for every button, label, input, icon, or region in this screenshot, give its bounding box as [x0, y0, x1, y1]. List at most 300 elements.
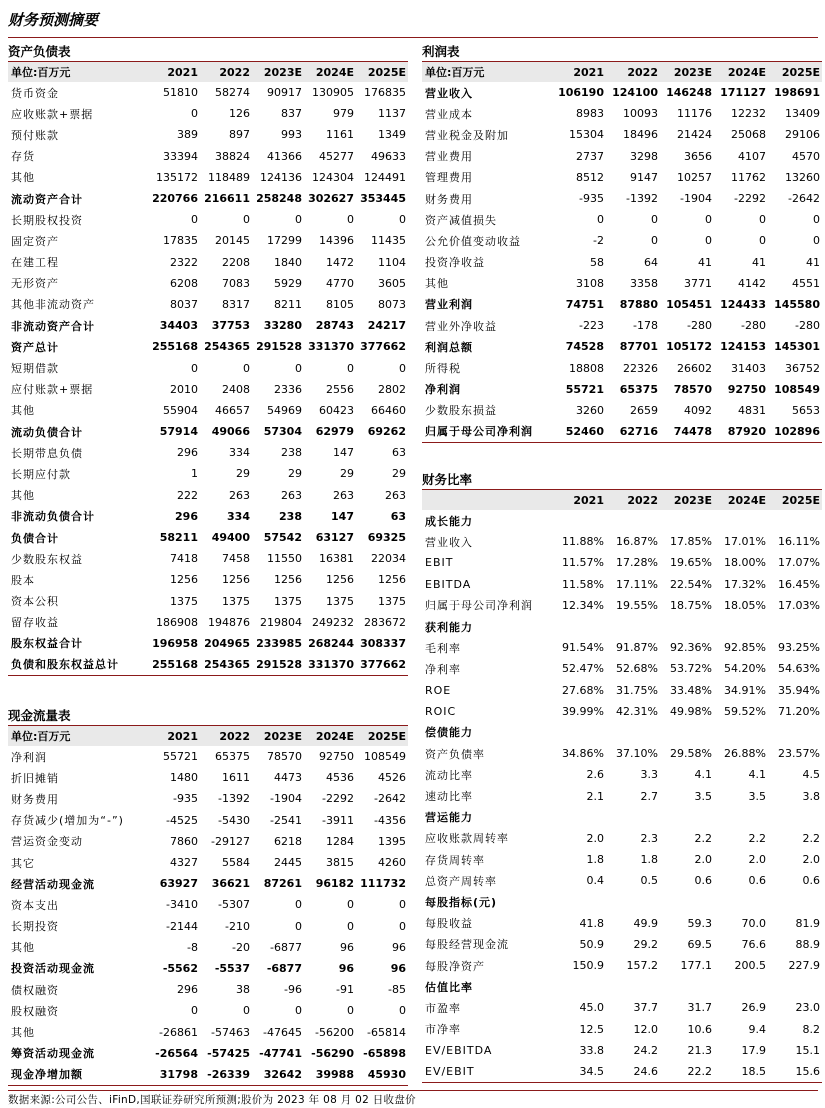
- cell-value: 1104: [378, 255, 406, 269]
- cell-value: 45930: [367, 1067, 406, 1081]
- row-label: 负债和股东权益总计: [11, 658, 119, 672]
- table-row: [8, 294, 408, 315]
- income-statement-title: 利润表: [422, 42, 822, 62]
- cell-value: 296: [177, 446, 198, 460]
- cell-value: 8.2: [802, 1022, 820, 1036]
- cell-value: 9.4: [748, 1022, 766, 1036]
- cell-value: 18.05%: [724, 598, 766, 612]
- cash-flow-title: 现金流量表: [8, 706, 408, 726]
- cell-value: [714, 807, 768, 828]
- cell-value: 60423: [319, 403, 354, 417]
- cell-value: 22.54%: [670, 577, 712, 591]
- table-row: [422, 870, 822, 891]
- cell-value: 91.54%: [562, 641, 604, 655]
- row-label: EV/EBIT: [425, 1064, 475, 1078]
- cell-value: 7083: [222, 276, 250, 290]
- cell-value: [552, 616, 606, 637]
- cell-value: [606, 976, 660, 997]
- cell-value: -4525: [166, 813, 198, 827]
- table-row: [422, 252, 822, 273]
- row-label: 管理费用: [425, 171, 473, 185]
- cell-value: 0: [759, 234, 766, 248]
- row-label: 其他: [11, 489, 35, 503]
- cell-value: 14396: [319, 234, 354, 248]
- cell-value: 0.6: [748, 874, 766, 888]
- cell-value: 4.1: [694, 768, 712, 782]
- row-label: 营业税金及附加: [425, 128, 509, 142]
- row-label: 公允价值变动收益: [425, 234, 521, 248]
- cell-value: [606, 616, 660, 637]
- cell-value: 91.87%: [616, 641, 658, 655]
- column-header-year: 2023E: [263, 65, 302, 79]
- cell-value: 331370: [308, 340, 354, 354]
- row-label: 偿债能力: [425, 726, 473, 740]
- cell-value: 4092: [684, 403, 712, 417]
- cell-value: 12.5: [579, 1022, 604, 1036]
- cell-value: 200.5: [734, 959, 766, 973]
- row-label: 存货: [11, 150, 35, 164]
- cell-value: 147: [333, 446, 354, 460]
- cell-value: 19.65%: [670, 556, 712, 570]
- cell-value: 93.25%: [778, 641, 820, 655]
- balance-sheet-title: 资产负债表: [8, 42, 408, 62]
- table-row: [422, 167, 822, 188]
- cell-value: 3771: [684, 276, 712, 290]
- cell-value: 249232: [312, 615, 354, 629]
- table-row: [8, 831, 408, 852]
- cell-value: 1: [191, 467, 198, 481]
- cell-value: 979: [333, 107, 354, 121]
- cell-value: 4536: [326, 771, 354, 785]
- cell-value: -4356: [374, 813, 406, 827]
- cell-value: 13409: [785, 107, 820, 121]
- table-row: [8, 810, 408, 831]
- cell-value: 2.1: [586, 789, 604, 803]
- cell-value: 69325: [367, 531, 406, 545]
- table-row: [422, 595, 822, 616]
- table-row: [8, 767, 408, 788]
- row-label: 固定资产: [11, 234, 59, 248]
- row-label: 营业费用: [425, 150, 473, 164]
- cell-value: [768, 510, 822, 531]
- cell-value: 216611: [204, 192, 250, 206]
- cell-value: 21424: [677, 128, 712, 142]
- cash-flow-panel: [8, 706, 408, 1086]
- cell-value: 0: [295, 361, 302, 375]
- cell-value: 233985: [256, 636, 302, 650]
- cell-value: 38: [236, 983, 250, 997]
- cell-value: 254365: [204, 340, 250, 354]
- table-row: [422, 146, 822, 167]
- cell-value: 18.00%: [724, 556, 766, 570]
- cell-value: 17.9: [741, 1043, 766, 1057]
- cell-value: 3.5: [748, 789, 766, 803]
- table-row: [8, 746, 408, 767]
- table-row: [422, 785, 822, 806]
- cell-value: 1137: [378, 107, 406, 121]
- table-row: [8, 336, 408, 357]
- row-label: 归属于母公司净利润: [425, 425, 533, 439]
- cell-value: 2737: [576, 149, 604, 163]
- cell-value: 92.36%: [670, 641, 712, 655]
- cell-value: 5584: [222, 856, 250, 870]
- cell-value: 124136: [260, 170, 302, 184]
- cell-value: 171127: [720, 86, 766, 100]
- cell-value: 1840: [274, 255, 302, 269]
- cell-value: 24.6: [633, 1064, 658, 1078]
- cell-value: 8983: [576, 107, 604, 121]
- table-header-row: [8, 62, 408, 82]
- table-row: [422, 637, 822, 658]
- cell-value: 897: [229, 128, 250, 142]
- cell-value: 8073: [378, 297, 406, 311]
- cell-value: 126: [229, 107, 250, 121]
- cell-value: 7860: [170, 834, 198, 848]
- column-header-year: 2023E: [263, 729, 302, 743]
- cell-value: 2.0: [694, 853, 712, 867]
- column-header-year: 2021: [573, 493, 604, 507]
- table-row: [8, 252, 408, 273]
- table-row: [422, 336, 822, 357]
- table-row: [8, 103, 408, 124]
- table-row: [422, 357, 822, 378]
- cell-value: 18.75%: [670, 598, 712, 612]
- cell-value: [660, 616, 714, 637]
- cell-value: 0: [191, 361, 198, 375]
- row-label: ROE: [425, 683, 452, 697]
- row-label: 长期带息负债: [11, 446, 83, 460]
- cell-value: 27.68%: [562, 683, 604, 697]
- cell-value: -29127: [211, 834, 250, 848]
- row-label: 资产减值损失: [425, 213, 497, 227]
- cell-value: 41: [698, 255, 712, 269]
- row-label: 净利润: [11, 750, 47, 764]
- table-row: [422, 230, 822, 251]
- cell-value: 96182: [315, 877, 354, 891]
- cell-value: -91: [336, 983, 354, 997]
- cell-value: 4551: [792, 276, 820, 290]
- table-row: [8, 421, 408, 442]
- cell-value: [552, 722, 606, 743]
- table-header-row: [422, 490, 822, 510]
- cell-value: 11.57%: [562, 556, 604, 570]
- cell-value: 0: [399, 1004, 406, 1018]
- cell-value: 1256: [326, 573, 354, 587]
- row-label: 货币资金: [11, 86, 59, 100]
- cell-value: 33.48%: [670, 683, 712, 697]
- income-statement-panel: [422, 42, 822, 443]
- row-label: 折旧摊销: [11, 771, 59, 785]
- cell-value: 283672: [364, 615, 406, 629]
- cell-value: 2208: [222, 255, 250, 269]
- cell-value: 124433: [720, 297, 766, 311]
- table-row: [422, 574, 822, 595]
- cell-value: [768, 807, 822, 828]
- cell-value: 255168: [152, 340, 198, 354]
- row-label: 财务费用: [425, 192, 473, 206]
- row-label: 股本: [11, 573, 35, 587]
- cell-value: 263: [281, 488, 302, 502]
- cell-value: 135172: [156, 170, 198, 184]
- table-row: [422, 1040, 822, 1061]
- cell-value: 0: [705, 213, 712, 227]
- cell-value: 3260: [576, 403, 604, 417]
- cell-value: 291528: [256, 657, 302, 671]
- cell-value: -26861: [159, 1025, 198, 1039]
- cell-value: 74528: [565, 340, 604, 354]
- cell-value: -280: [795, 319, 820, 333]
- table-row: [8, 506, 408, 527]
- cell-value: 3.3: [640, 768, 658, 782]
- table-row: [8, 633, 408, 654]
- cell-value: 5653: [792, 403, 820, 417]
- table-row: [8, 188, 408, 209]
- cell-value: 10.6: [687, 1022, 712, 1036]
- cell-value: 993: [281, 128, 302, 142]
- cell-value: 22.2: [687, 1064, 712, 1078]
- column-header-year: 2025E: [781, 493, 820, 507]
- cell-value: [606, 891, 660, 912]
- cell-value: 5929: [274, 276, 302, 290]
- cell-value: 0: [347, 361, 354, 375]
- cell-value: 124100: [612, 86, 658, 100]
- cell-value: 8105: [326, 297, 354, 311]
- cell-value: 55721: [565, 382, 604, 396]
- cell-value: 92750: [727, 382, 766, 396]
- cell-value: 29: [392, 467, 406, 481]
- table-row: [422, 379, 822, 400]
- row-label: 营业成本: [425, 107, 473, 121]
- cell-value: 2445: [274, 856, 302, 870]
- cell-value: 2.7: [640, 789, 658, 803]
- cell-value: 238: [279, 509, 302, 523]
- cell-value: 10257: [677, 170, 712, 184]
- cell-value: 3108: [576, 276, 604, 290]
- table-row: [422, 828, 822, 849]
- cell-value: 255168: [152, 657, 198, 671]
- cell-value: [606, 510, 660, 531]
- cell-value: 1375: [170, 594, 198, 608]
- cell-value: 12.34%: [562, 598, 604, 612]
- cell-value: 6208: [170, 276, 198, 290]
- cell-value: 1.8: [586, 853, 604, 867]
- cell-value: 63: [390, 509, 406, 523]
- table-row: [8, 82, 408, 103]
- cell-value: 29.2: [633, 937, 658, 951]
- cell-value: 31.7: [687, 1001, 712, 1015]
- cell-value: -85: [388, 983, 406, 997]
- cell-value: 16.45%: [778, 577, 820, 591]
- cell-value: 39988: [315, 1067, 354, 1081]
- cell-value: 55721: [163, 750, 198, 764]
- cell-value: 1256: [274, 573, 302, 587]
- cell-value: 17.01%: [724, 535, 766, 549]
- table-row: [8, 315, 408, 336]
- row-label: 营运资金变动: [11, 835, 83, 849]
- row-label: 股东权益合计: [11, 637, 83, 651]
- cell-value: 96: [392, 940, 406, 954]
- cell-value: 2.6: [586, 768, 604, 782]
- row-label: 速动比率: [425, 790, 473, 804]
- cell-value: 49.98%: [670, 704, 712, 718]
- cell-value: 28743: [315, 319, 354, 333]
- row-label: 每股净资产: [425, 959, 485, 973]
- cell-value: 0: [347, 919, 354, 933]
- cell-value: 4.1: [748, 768, 766, 782]
- table-row: [8, 209, 408, 230]
- cell-value: 54.63%: [778, 662, 820, 676]
- cell-value: [660, 807, 714, 828]
- row-label: ROIC: [425, 704, 457, 718]
- table-row: [422, 1061, 822, 1082]
- cell-value: 26.88%: [724, 747, 766, 761]
- row-label: 投资净收益: [425, 256, 485, 270]
- column-header-year: 2025E: [367, 65, 406, 79]
- column-header-unit: 单位:百万元: [425, 66, 485, 79]
- cell-value: [660, 722, 714, 743]
- table-row: [422, 531, 822, 552]
- cell-value: 87701: [619, 340, 658, 354]
- cell-value: 7458: [222, 552, 250, 566]
- cell-value: 15.1: [795, 1043, 820, 1057]
- row-label: 存货周转率: [425, 853, 485, 867]
- column-header-year: 2022: [219, 65, 250, 79]
- cell-value: -57463: [211, 1025, 250, 1039]
- cell-value: 11550: [267, 552, 302, 566]
- cell-value: 0: [759, 213, 766, 227]
- ratios-title: 财务比率: [422, 470, 822, 490]
- cell-value: 22034: [371, 552, 406, 566]
- row-label: 存货减少(增加为“-”): [11, 814, 124, 828]
- cell-value: 2.0: [802, 853, 820, 867]
- cell-value: 157.2: [626, 959, 658, 973]
- cell-value: 1611: [222, 771, 250, 785]
- table-row: [422, 849, 822, 870]
- cell-value: 63: [392, 446, 406, 460]
- cell-value: -57425: [207, 1046, 250, 1060]
- cell-value: 0: [347, 898, 354, 912]
- cell-value: -8: [187, 940, 198, 954]
- cell-value: 31.75%: [616, 683, 658, 697]
- column-header-year: 2021: [167, 729, 198, 743]
- table-row: [8, 357, 408, 378]
- cell-value: -5307: [218, 898, 250, 912]
- cell-value: 26.9: [741, 1001, 766, 1015]
- cell-value: 11435: [371, 234, 406, 248]
- row-label: 流动负债合计: [11, 425, 83, 439]
- cell-value: -5537: [214, 961, 250, 975]
- cell-value: 37.10%: [616, 747, 658, 761]
- cell-value: 52.47%: [562, 662, 604, 676]
- row-label: 其他: [11, 941, 35, 955]
- cell-value: 194876: [208, 615, 250, 629]
- cell-value: 0: [191, 1004, 198, 1018]
- cell-value: 74751: [565, 297, 604, 311]
- cell-value: 2.0: [586, 831, 604, 845]
- cell-value: 78570: [673, 382, 712, 396]
- cell-value: 150.9: [572, 959, 604, 973]
- table-row: [422, 680, 822, 701]
- cell-value: 263: [229, 488, 250, 502]
- table-row: [8, 591, 408, 612]
- cell-value: 4473: [274, 771, 302, 785]
- cell-value: 1472: [326, 255, 354, 269]
- cell-value: -47741: [259, 1046, 302, 1060]
- cash-flow-table: [8, 726, 408, 1086]
- cell-value: -178: [633, 319, 658, 333]
- section-header-row: [422, 891, 822, 912]
- section-header-row: [422, 616, 822, 637]
- cell-value: [768, 976, 822, 997]
- cell-value: 1480: [170, 771, 198, 785]
- row-label: 流动比率: [425, 768, 473, 782]
- cell-value: 96: [340, 940, 354, 954]
- cell-value: 196958: [152, 636, 198, 650]
- row-label: 所得税: [425, 362, 461, 376]
- cell-value: 24217: [367, 319, 406, 333]
- cell-value: 52460: [565, 424, 604, 438]
- table-row: [8, 273, 408, 294]
- row-label: 归属于母公司净利润: [425, 599, 533, 613]
- cell-value: 130905: [312, 86, 354, 100]
- cell-value: 1.8: [640, 853, 658, 867]
- column-header-year: 2023E: [673, 493, 712, 507]
- cell-value: 17.03%: [778, 598, 820, 612]
- cell-value: 3815: [326, 856, 354, 870]
- cell-value: 17.07%: [778, 556, 820, 570]
- cell-value: 3298: [630, 149, 658, 163]
- table-row: [8, 400, 408, 421]
- cell-value: -65898: [363, 1046, 406, 1060]
- cell-value: 291528: [256, 340, 302, 354]
- cell-value: 74478: [673, 424, 712, 438]
- cell-value: 34403: [159, 319, 198, 333]
- cell-value: 81.9: [795, 916, 820, 930]
- cell-value: 198691: [774, 86, 820, 100]
- cell-value: 219804: [260, 615, 302, 629]
- cell-value: 296: [177, 983, 198, 997]
- cell-value: 17835: [163, 234, 198, 248]
- cell-value: -65814: [367, 1025, 406, 1039]
- cell-value: 377662: [360, 657, 406, 671]
- cell-value: 53.72%: [670, 662, 712, 676]
- row-label: 筹资活动现金流: [11, 1047, 95, 1061]
- cell-value: 254365: [204, 657, 250, 671]
- cell-value: 54969: [267, 403, 302, 417]
- table-row: [8, 124, 408, 145]
- row-label: 每股指标(元): [425, 895, 498, 909]
- cell-value: 65375: [619, 382, 658, 396]
- cell-value: 377662: [360, 340, 406, 354]
- cell-value: 62979: [315, 425, 354, 439]
- cell-value: 0: [295, 1004, 302, 1018]
- cell-value: -2144: [166, 919, 198, 933]
- cell-value: 17299: [267, 234, 302, 248]
- cell-value: [660, 976, 714, 997]
- row-label: 长期应付款: [11, 467, 71, 481]
- row-label: 资产总计: [11, 340, 59, 354]
- row-label: 非流动资产合计: [11, 319, 95, 333]
- cell-value: 4107: [738, 149, 766, 163]
- row-label: 债权融资: [11, 983, 59, 997]
- cell-value: 4327: [170, 856, 198, 870]
- cell-value: 41366: [267, 149, 302, 163]
- cell-value: 9147: [630, 170, 658, 184]
- table-row: [8, 230, 408, 251]
- row-label: 少数股东权益: [11, 552, 83, 566]
- cell-value: 17.85%: [670, 535, 712, 549]
- column-header-year: 2025E: [781, 65, 820, 79]
